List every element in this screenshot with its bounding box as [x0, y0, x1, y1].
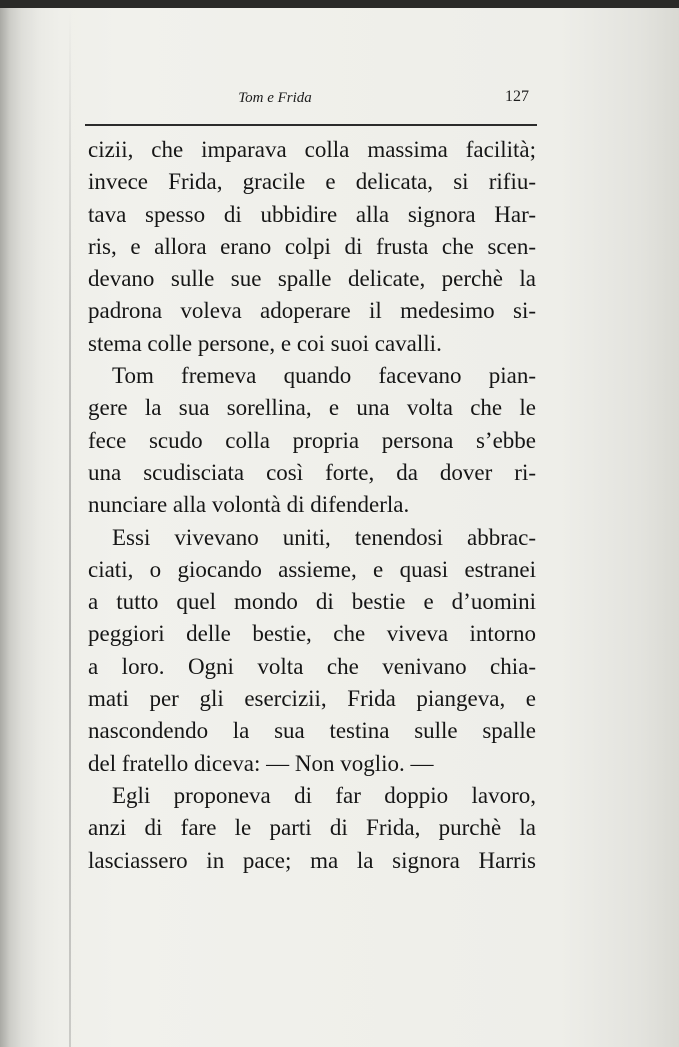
text-line: ciati, o giocando assieme, e quasi estranei	[88, 556, 536, 582]
text-line: Essi vivevano uniti, tenendosi abbrac-	[112, 524, 536, 550]
text-line: nascondendo la sua testina sulle spalle	[88, 718, 536, 744]
text-line: una scudisciata così forte, da dover ri-	[88, 459, 536, 485]
page-header	[85, 88, 535, 114]
text-line: tava spesso di ubbidire alla signora Har-	[88, 201, 536, 227]
text-line: devano sulle sue spalle delicate, perchè la	[88, 266, 536, 292]
header-rule	[85, 124, 537, 126]
running-title: Tom e Frida	[238, 90, 312, 106]
text-line: a loro. Ogni volta che venivano chia-	[88, 653, 536, 679]
text-line: a tutto quel mondo di bestie e d’uomini	[88, 589, 536, 615]
text-line: ris, e allora erano colpi di frusta che scen-	[88, 233, 536, 259]
text-line: del fratello diceva: — Non voglio. —	[88, 750, 434, 776]
spine-shadow	[0, 8, 78, 1047]
text-line: fece scudo colla propria persona s’ebbe	[88, 427, 536, 453]
text-line: Egli proponeva di far doppio lavoro,	[112, 782, 536, 808]
text-line: mati per gli esercizii, Frida piangeva, e	[88, 686, 536, 712]
page-number: 127	[505, 88, 529, 105]
text-line: Tom fremeva quando facevano pian-	[112, 363, 536, 389]
text-line: invece Frida, gracile e delicata, si rifiu-	[88, 169, 536, 195]
text-line: stema colle persone, e coi suoi cavalli.	[88, 330, 442, 356]
text-line: anzi di fare le parti di Frida, purchè la	[88, 815, 536, 841]
text-line: cizii, che imparava colla massima facilità;	[88, 137, 536, 162]
text-line: nunciare alla volontà di difenderla.	[88, 492, 410, 518]
text-line: lasciassero in pace; ma la signora Harris	[88, 847, 536, 873]
text-line: peggiori delle bestie, che viveva intorno	[88, 621, 536, 647]
text-line: padrona voleva adoperare il medesimo si-	[88, 298, 536, 324]
spine-edge	[69, 8, 71, 1047]
text-line: gere la sua sorellina, e una volta che le	[88, 395, 536, 421]
book-page	[0, 8, 679, 1047]
body-text	[88, 134, 536, 877]
